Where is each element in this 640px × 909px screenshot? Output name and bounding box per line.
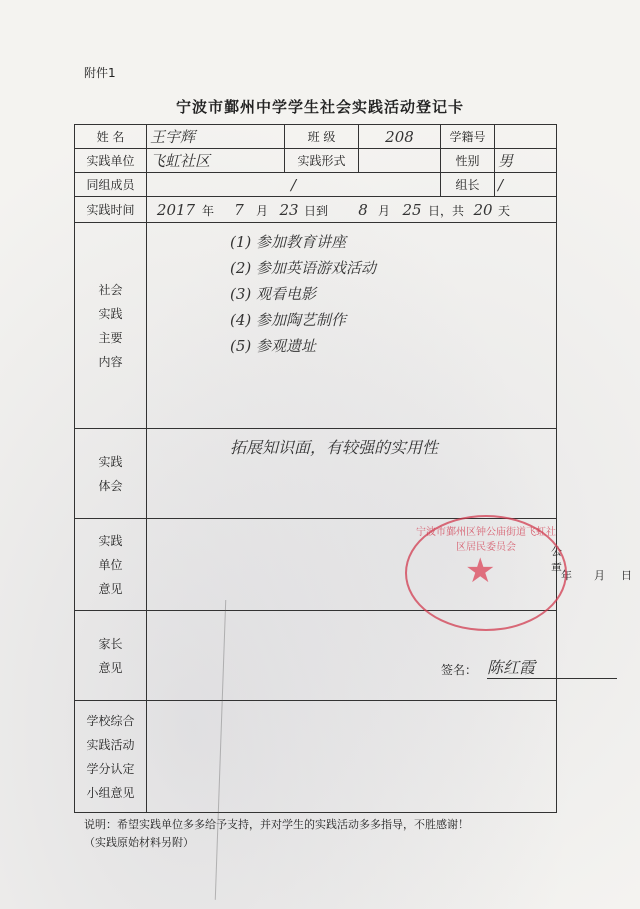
end-month-unit: 月: [378, 203, 391, 218]
form-field[interactable]: [359, 149, 441, 173]
gender-label: 性别: [441, 149, 495, 173]
day-total-label: 日，共: [428, 203, 465, 218]
official-stamp: [405, 515, 567, 631]
content-field[interactable]: [147, 223, 557, 429]
sign-label: 签名：: [441, 663, 478, 677]
gender-field[interactable]: 男: [495, 149, 557, 173]
row-time: [75, 197, 557, 223]
registration-table: [74, 124, 632, 813]
leader-label: 组长: [441, 173, 495, 197]
group-field[interactable]: /: [147, 173, 441, 197]
student-id-field[interactable]: [495, 125, 557, 149]
class-label: 班 级: [285, 125, 359, 149]
unit-opinion-label: 实践 单位 意见: [75, 519, 147, 611]
name-label: 姓 名: [75, 125, 147, 149]
group-label: 同组成员: [75, 173, 147, 197]
row-experience: [75, 429, 557, 519]
time-label: 实践时间: [75, 197, 147, 223]
content-item: (5) 参观遗址: [230, 337, 317, 355]
school-field[interactable]: [147, 701, 557, 813]
row-group: [75, 173, 557, 197]
footer-attachment: （实践原始材料另附）: [84, 836, 194, 849]
total-days-value: 20: [473, 200, 493, 219]
row-school: [75, 701, 557, 813]
school-label: 学校综合 实践活动 学分认定 小组意见: [75, 701, 147, 813]
parent-signature: 陈红霞: [487, 655, 617, 679]
content-item: (3) 观看电影: [230, 285, 317, 303]
form-title: 宁波市鄞州中学学生社会实践活动登记卡: [175, 98, 464, 116]
content-item: (2) 参加英语游戏活动: [230, 259, 377, 277]
seal-date: 年 月 日: [561, 569, 632, 582]
content-item: (1) 参加教育讲座: [230, 233, 347, 251]
footer-note: 说明：希望实践单位多多给予支持，并对学生的实践活动多多指导，不胜感谢！: [84, 818, 469, 831]
start-month-unit: 月: [256, 203, 269, 218]
content-label: 社会 实践 主要 内容: [75, 223, 147, 429]
unit-field[interactable]: 飞虹社区: [147, 149, 285, 173]
seal-label: 公章: [551, 545, 562, 574]
form-label: 实践形式: [285, 149, 359, 173]
class-field[interactable]: 208: [359, 125, 441, 149]
time-field[interactable]: [147, 197, 557, 223]
experience-label: 实践 体会: [75, 429, 147, 519]
start-day-value: 23: [279, 200, 299, 219]
experience-text: 拓展知识面，有较强的实用性: [230, 438, 439, 457]
parent-label: 家长 意见: [75, 611, 147, 701]
stamp-text: 宁波市鄞州区钟公庙街道飞虹社区居民委员会: [416, 527, 556, 553]
row-content: [75, 223, 557, 429]
name-field[interactable]: 王宇辉: [147, 125, 285, 149]
end-month-value: 8: [358, 200, 368, 219]
content-list: [150, 229, 553, 359]
content-item: (4) 参加陶艺制作: [230, 311, 347, 329]
student-id-label: 学籍号: [441, 125, 495, 149]
year-value: 2017: [156, 200, 196, 219]
experience-field[interactable]: [147, 429, 557, 519]
days-unit: 天: [498, 203, 511, 218]
unit-label: 实践单位: [75, 149, 147, 173]
row-name: [75, 125, 557, 149]
annex-label: 附件1: [84, 66, 116, 80]
end-day-value: 25: [402, 200, 422, 219]
leader-field[interactable]: /: [495, 173, 557, 197]
row-unit: [75, 149, 557, 173]
year-unit: 年: [202, 203, 215, 218]
star-icon: ★: [465, 551, 496, 591]
start-month-value: 7: [234, 200, 244, 219]
day-to-label: 日到: [304, 203, 329, 218]
